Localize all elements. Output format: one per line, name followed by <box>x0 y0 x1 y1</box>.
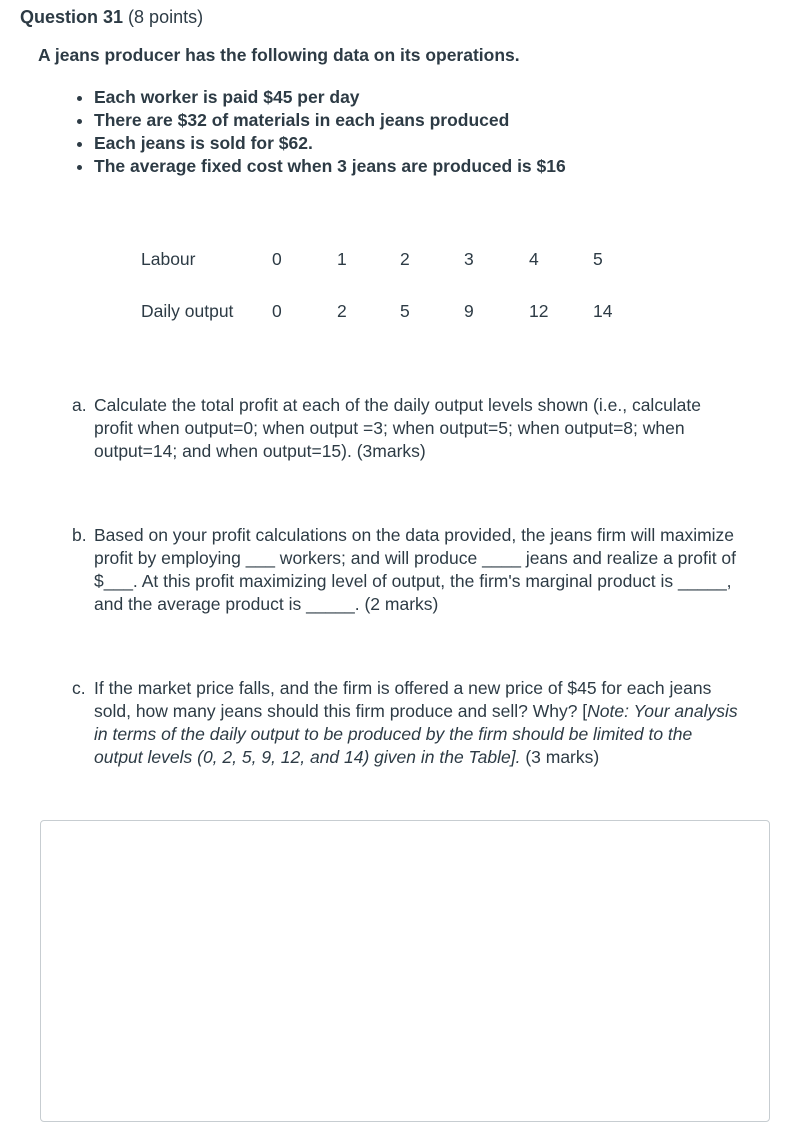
part-a <box>72 394 742 463</box>
labour-cell: 3 <box>464 249 474 269</box>
output-cell: 0 <box>272 301 282 321</box>
part-c-marks: (3 marks) <box>520 747 600 767</box>
fact-item: • Each worker is paid $45 per day <box>94 86 566 109</box>
labour-row <box>0 249 801 273</box>
answer-textbox[interactable] <box>40 820 770 1122</box>
labour-cell: 1 <box>337 249 347 269</box>
labour-cell: 2 <box>400 249 410 269</box>
part-c <box>72 677 742 769</box>
part-b-letter: b. <box>72 525 87 545</box>
part-a-text: Calculate the total profit at each of the daily output levels shown (i.e., calculate profit when output=0; when output =3; when output=5; when output=8; when output=14; and when output=15). (3marks) <box>94 395 702 461</box>
part-c-letter: c. <box>72 678 86 698</box>
part-b-text: Based on your profit calculations on the data provided, the jeans firm will maximize profit by employing ___ workers; and will produce ____ jeans and realize a profit of $___. At this profit maximizing level of output, the firm's marginal product is _____, and the average product is _____. (2 marks) <box>94 525 737 614</box>
labour-cell: 4 <box>529 249 539 269</box>
fact-item: • The average fixed cost when 3 jeans are produced is $16 <box>94 155 566 178</box>
fact-item: • There are $32 of materials in each jeans produced <box>94 109 566 132</box>
part-c-note: Note: Your analysis in terms of the daily output to be produced by the firm should be limited to the output levels (0, 2, 5, 9, 12, and 14) given in the Table]. <box>94 701 738 767</box>
output-cell: 9 <box>464 301 474 321</box>
output-cell: 2 <box>337 301 347 321</box>
output-row <box>0 301 801 325</box>
part-b <box>72 524 742 616</box>
labour-cell: 0 <box>272 249 282 269</box>
fact-item: • Each jeans is sold for $62. <box>94 132 566 155</box>
question-points: (8 points) <box>128 7 204 27</box>
labour-label: Labour <box>141 249 196 269</box>
facts-list <box>56 86 566 178</box>
part-a-letter: a. <box>72 395 87 415</box>
part-c-body <box>94 677 742 769</box>
part-c-text: If the market price falls, and the firm is offered a new price of $45 for each jeans sold, how many jeans should this firm produce and sell? Why? [ <box>94 678 712 721</box>
output-cell: 12 <box>529 301 549 321</box>
question-intro: A jeans producer has the following data on its operations. <box>38 45 520 65</box>
question-number: Question 31 <box>20 7 124 27</box>
output-label: Daily output <box>141 301 234 321</box>
output-cell: 14 <box>593 301 613 321</box>
output-cell: 5 <box>400 301 410 321</box>
labour-cell: 5 <box>593 249 603 269</box>
question-header <box>20 7 203 28</box>
